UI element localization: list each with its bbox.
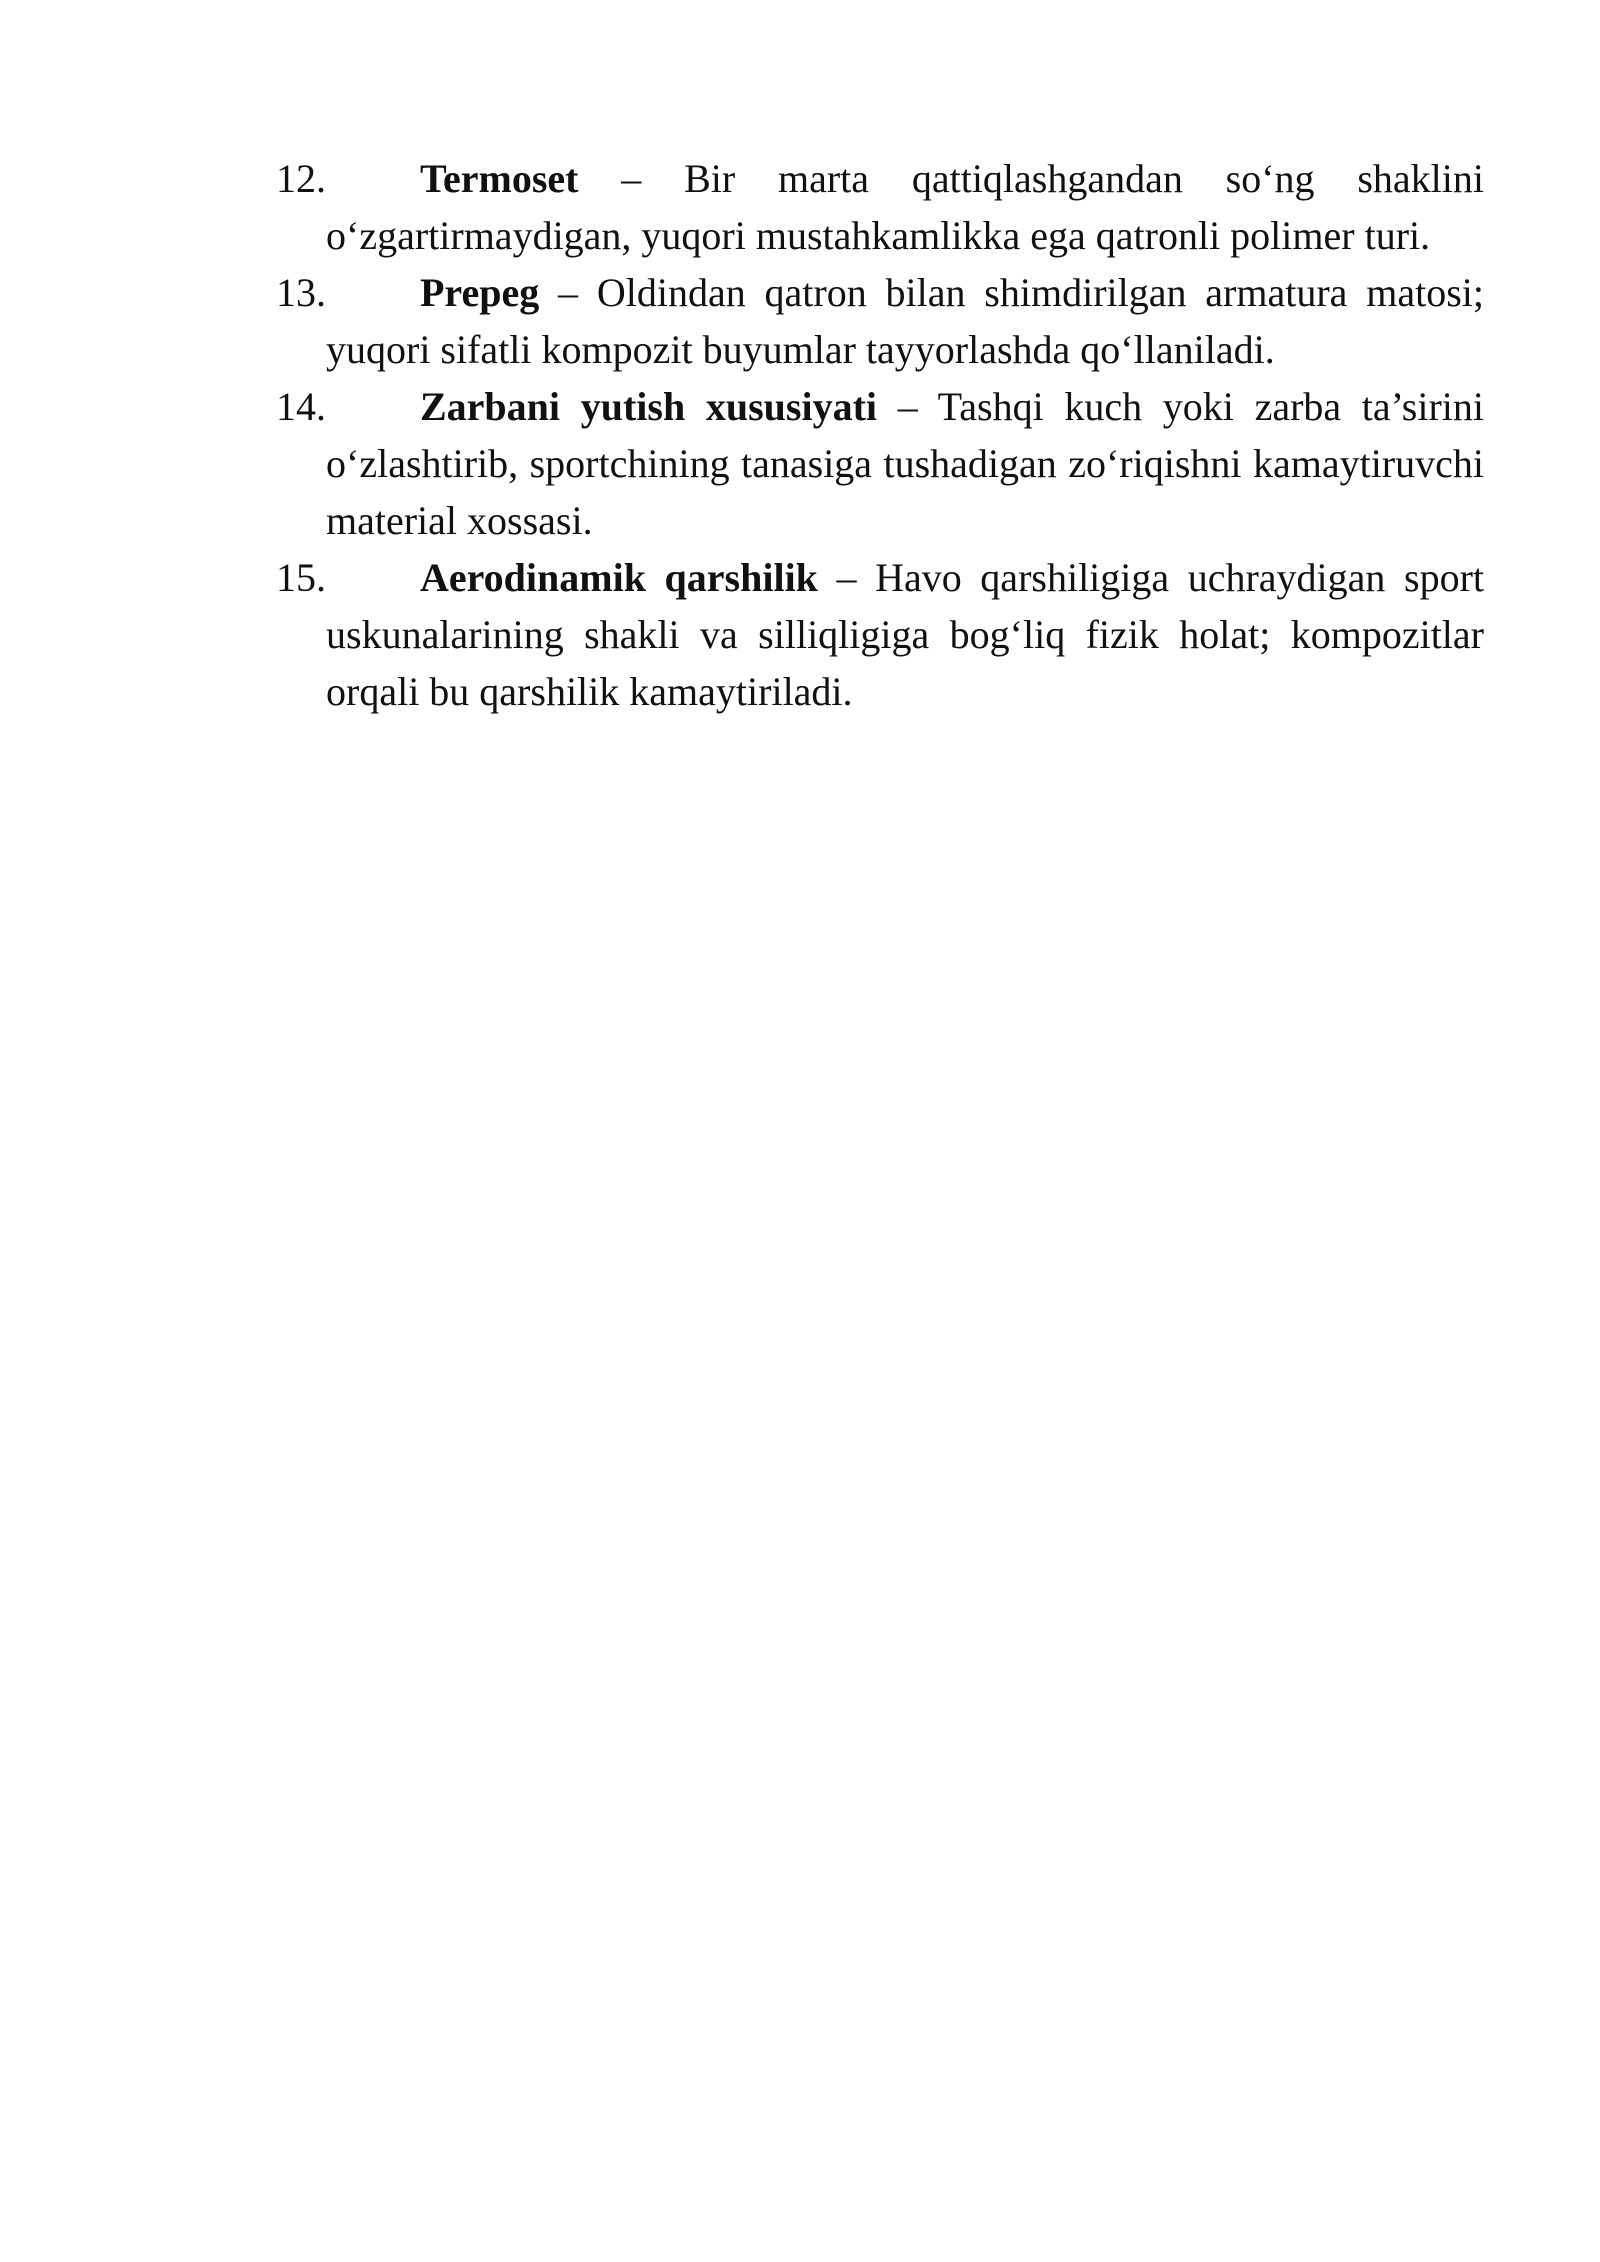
glossary-entry [276, 264, 1484, 378]
entry-number: 13. [276, 270, 326, 315]
entry-definition: Tashqi kuch yoki zarba ta’sirini o‘zlashtirib, sportchining tanasiga tushadigan zo‘riqishni kamaytiruvchi material xossasi. [326, 384, 1485, 543]
entry-definition: Bir marta qattiqlashgandan so‘ng shaklini o‘zgartirmaydigan, yuqori mustahkamlikka ega qatronli polimer turi. [326, 156, 1485, 258]
entry-dash: – [621, 156, 642, 201]
entry-term: Prepeg [420, 270, 540, 315]
entry-term: Aerodinamik qarshilik [420, 555, 818, 600]
glossary-list [276, 150, 1484, 720]
entry-number: 15. [276, 555, 326, 600]
entry-dash: – [897, 384, 918, 429]
entry-definition: Oldindan qatron bilan shimdirilgan armatura matosi; yuqori sifatli kompozit buyumlar tayyorlashda qo‘llaniladi. [326, 270, 1485, 372]
entry-dash: – [558, 270, 579, 315]
entry-number: 14. [276, 384, 326, 429]
glossary-entry [276, 150, 1484, 264]
entry-term: Termoset [420, 156, 579, 201]
glossary-entry [276, 549, 1484, 720]
entry-dash: – [836, 555, 857, 600]
entry-term: Zarbani yutish xususiyati [420, 384, 878, 429]
entry-definition: Havo qarshiligiga uchraydigan sport uskunalarining shakli va silliqligiga bog‘liq fizik holat; kompozitlar orqali bu qarshilik kamaytiriladi. [326, 555, 1485, 714]
entry-number: 12. [276, 156, 326, 201]
glossary-entry [276, 378, 1484, 549]
